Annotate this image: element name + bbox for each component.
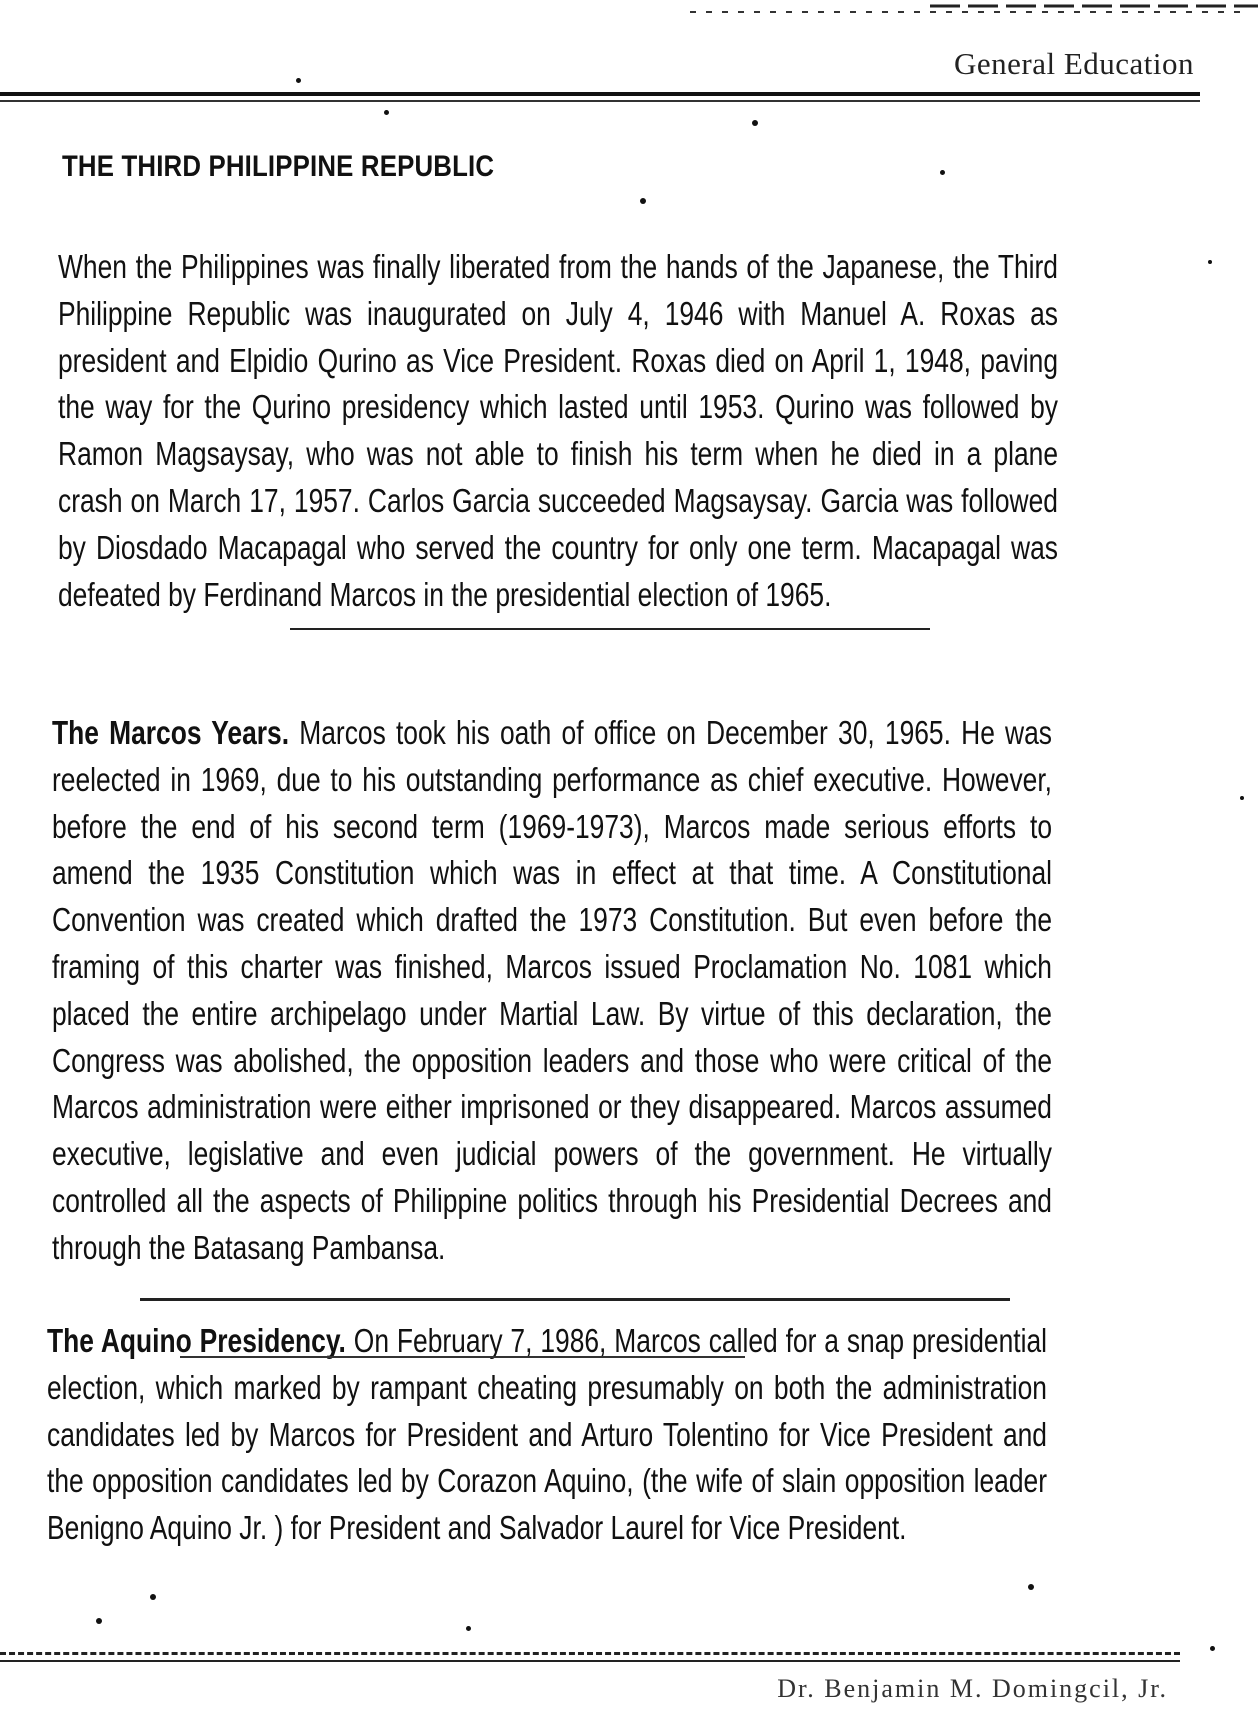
paragraph-marcos-years <box>52 710 1052 1272</box>
paragraph-text: On February 7, 1986, Marcos called for a snap presidential election, which marked by rampant cheating presumably on both the administration candidates led by Marcos for President and Arturo Tolentino for Vice President and the opposition candidates led by Corazon Aquino, (the wife of slain opposition leader Benigno Aquino Jr. ) for President and Salvador Laurel for Vice President. <box>47 1322 1047 1547</box>
scan-speck <box>384 110 389 115</box>
scan-speck <box>940 170 945 175</box>
scan-noise-top <box>0 0 1260 20</box>
scan-speck <box>466 1626 471 1631</box>
header-rule <box>0 92 1200 96</box>
paragraph-lead: The Marcos Years. <box>52 714 290 751</box>
scan-speck <box>150 1594 156 1600</box>
scan-underline <box>140 1298 1010 1301</box>
scan-speck <box>1210 1646 1215 1651</box>
header-rule-thin <box>0 100 1200 102</box>
scan-speck <box>1240 796 1244 800</box>
scan-speck <box>640 198 646 204</box>
running-head: General Education <box>953 46 1194 81</box>
section-title: THE THIRD PHILIPPINE REPUBLIC <box>62 150 495 183</box>
paragraph-lead: The Aquino Presidency. <box>47 1322 346 1359</box>
paragraph-third-republic <box>58 244 1058 618</box>
footer-rule-thin <box>0 1660 1180 1662</box>
scan-speck <box>1208 260 1212 264</box>
author-credit: Dr. Benjamin M. Domingcil, Jr. <box>777 1674 1168 1703</box>
scan-speck <box>96 1618 102 1624</box>
scan-speck <box>1028 1584 1034 1590</box>
scan-underline <box>180 1356 745 1358</box>
scan-speck <box>752 120 758 126</box>
paragraph-aquino-presidency <box>47 1318 1047 1552</box>
scan-speck <box>296 78 301 83</box>
paragraph-text: When the Philippines was finally liberated from the hands of the Japanese, the Third Philippine Republic was inaugurated on July 4, 1946 with Manuel A. Roxas as president and Elpidio Qurino as Vice President. Roxas died on April 1, 1948, paving the way for the Qurino presidency which lasted until 1953. Qurino was followed by Ramon Magsaysay, who was not able to finish his term when he died in a plane crash on March 17, 1957. Carlos Garcia succeeded Magsaysay. Garcia was followed by Diosdado Macapagal who served the country for only one term. Macapagal was defeated by Ferdinand Marcos in the presidential election of 1965. <box>58 248 1058 613</box>
paragraph-text: Marcos took his oath of office on December 30, 1965. He was reelected in 1969, due to his outstanding performance as chief executive. However, before the end of his second term (1969-1973), Marcos made serious efforts to amend the 1935 Constitution which was in effect at that time. A Constitutional Convention was created which drafted the 1973 Constitution. But even before the framing of this charter was finished, Marcos issued Proclamation No. 1081 which placed the entire archipelago under Martial Law. By virtue of this declaration, the Congress was abolished, the opposition leaders and those who were critical of the Marcos administration were either imprisoned or they disappeared. Marcos assumed executive, legislative and even judicial powers of the government. He virtually controlled all the aspects of Philippine politics through his Presidential Decrees and through the Batasang Pambansa. <box>52 714 1053 1266</box>
footer-rule <box>0 1652 1180 1655</box>
scan-underline <box>290 628 930 630</box>
